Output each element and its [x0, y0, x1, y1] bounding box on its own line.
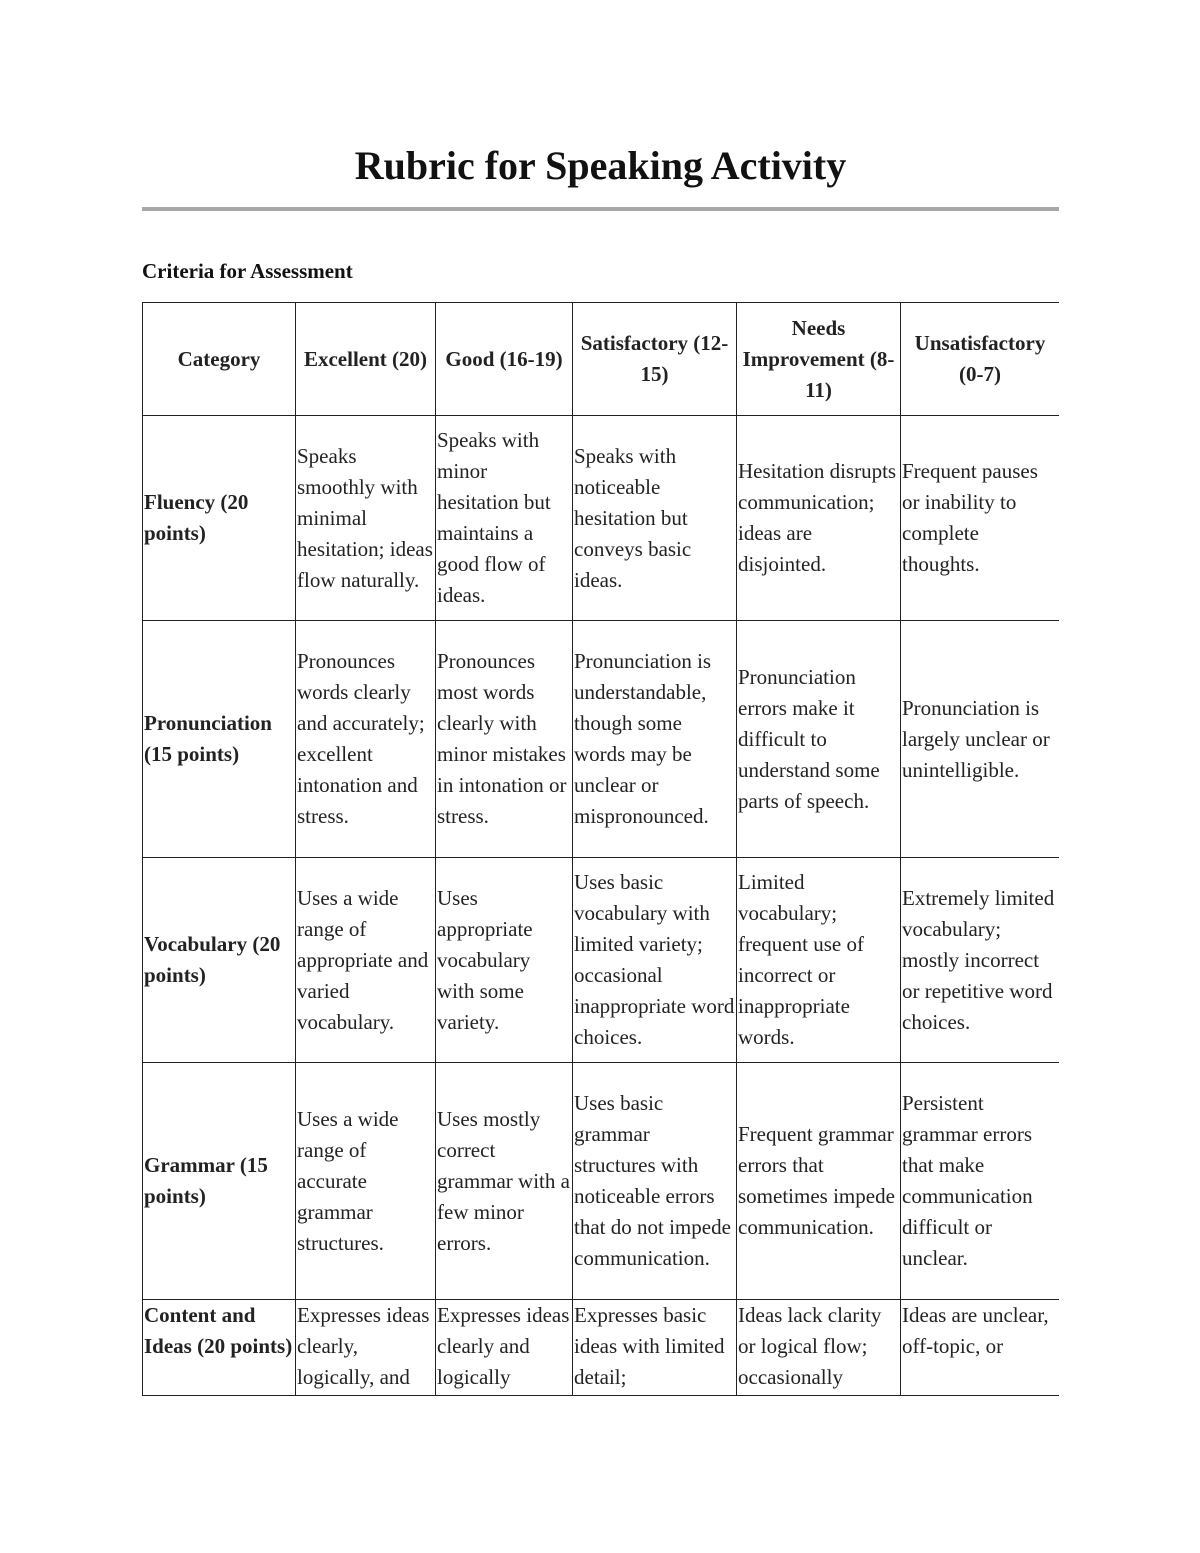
rubric-table [142, 302, 1059, 1396]
header-excellent: Excellent (20) [296, 303, 436, 416]
rubric-cell: Expresses ideas clearly, logically, and [296, 1300, 436, 1397]
rubric-table-container [142, 302, 1059, 1396]
rubric-cell: Speaks with minor hesitation but maintains a good flow of ideas. [436, 416, 573, 621]
rubric-cell: Pronunciation is understandable, though some words may be unclear or mispronounced. [573, 621, 737, 858]
header-needs-improvement: Needs Improvement (8-11) [737, 303, 901, 416]
rubric-cell: Frequent grammar errors that sometimes impede communication. [737, 1063, 901, 1300]
rubric-cell: Uses appropriate vocabulary with some variety. [436, 858, 573, 1063]
rubric-cell: Pronunciation is largely unclear or unintelligible. [901, 621, 1060, 858]
table-row [143, 858, 1060, 1063]
header-row [143, 303, 1060, 416]
category-cell: Content and Ideas (20 points) [143, 1300, 296, 1397]
header-satisfactory: Satisfactory (12-15) [573, 303, 737, 416]
rubric-cell: Expresses basic ideas with limited detail; [573, 1300, 737, 1397]
table-row [143, 1063, 1060, 1300]
table-row [143, 416, 1060, 621]
rubric-cell: Hesitation disrupts communication; ideas are disjointed. [737, 416, 901, 621]
header-category: Category [143, 303, 296, 416]
rubric-cell: Frequent pauses or inability to complete thoughts. [901, 416, 1060, 621]
rubric-cell: Speaks smoothly with minimal hesitation; ideas flow naturally. [296, 416, 436, 621]
category-cell: Vocabulary (20 points) [143, 858, 296, 1063]
rubric-cell: Uses basic grammar structures with noticeable errors that do not impede communication. [573, 1063, 737, 1300]
rubric-cell: Pronounces words clearly and accurately; excellent intonation and stress. [296, 621, 436, 858]
rubric-cell: Uses a wide range of appropriate and varied vocabulary. [296, 858, 436, 1063]
rubric-cell: Expresses ideas clearly and logically [436, 1300, 573, 1397]
rubric-cell: Extremely limited vocabulary; mostly incorrect or repetitive word choices. [901, 858, 1060, 1063]
table-row [143, 1300, 1060, 1397]
rubric-cell: Uses basic vocabulary with limited variety; occasional inappropriate word choices. [573, 858, 737, 1063]
rubric-cell: Ideas lack clarity or logical flow; occasionally [737, 1300, 901, 1397]
rubric-cell: Pronunciation errors make it difficult to understand some parts of speech. [737, 621, 901, 858]
rubric-cell: Ideas are unclear, off-topic, or [901, 1300, 1060, 1397]
rubric-cell: Uses a wide range of accurate grammar structures. [296, 1063, 436, 1300]
table-row [143, 621, 1060, 858]
category-cell: Fluency (20 points) [143, 416, 296, 621]
rubric-cell: Limited vocabulary; frequent use of incorrect or inappropriate words. [737, 858, 901, 1063]
rubric-cell: Pronounces most words clearly with minor mistakes in intonation or stress. [436, 621, 573, 858]
title-divider [142, 207, 1059, 211]
section-label: Criteria for Assessment [142, 259, 353, 283]
header-good: Good (16-19) [436, 303, 573, 416]
category-cell: Pronunciation (15 points) [143, 621, 296, 858]
rubric-cell: Uses mostly correct grammar with a few minor errors. [436, 1063, 573, 1300]
category-cell: Grammar (15 points) [143, 1063, 296, 1300]
page-title: Rubric for Speaking Activity [354, 143, 847, 188]
rubric-cell: Persistent grammar errors that make communication difficult or unclear. [901, 1063, 1060, 1300]
rubric-cell: Speaks with noticeable hesitation but conveys basic ideas. [573, 416, 737, 621]
header-unsatisfactory: Unsatisfactory (0-7) [901, 303, 1060, 416]
